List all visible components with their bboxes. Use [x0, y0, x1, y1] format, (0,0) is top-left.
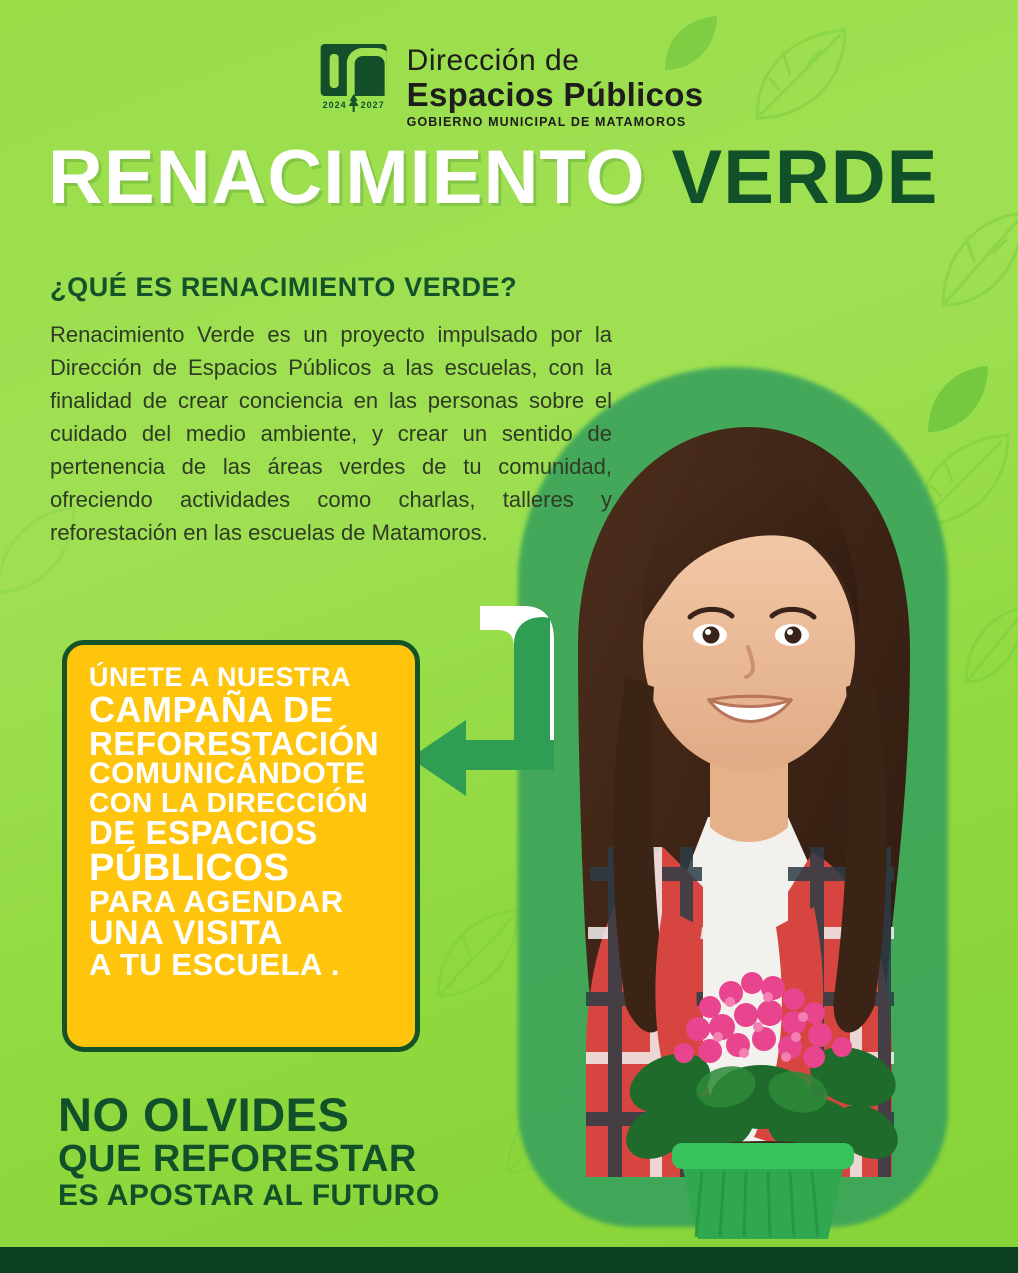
title-word-2: VERDE — [671, 135, 939, 220]
logo-glyph-icon — [321, 44, 387, 96]
callout-line-3: REFORESTACIÓN — [89, 724, 380, 762]
call-to-action-box[interactable] — [62, 640, 420, 1052]
callout-line-6: DE ESPACIOS — [89, 814, 318, 852]
logo-mark-icon — [315, 44, 393, 130]
organization-logo — [315, 44, 704, 130]
logo-year-start: 2024 — [322, 100, 347, 110]
leaf-icon-outline-2 — [935, 205, 1018, 315]
logo-years — [323, 100, 385, 110]
logo-line-3: GOBIERNO MUNICIPAL DE MATAMOROS — [406, 114, 687, 129]
callout-line-1: ÚNETE A NUESTRA — [89, 662, 352, 692]
slogan-line-2: QUE REFORESTAR — [58, 1138, 417, 1181]
slogan-line-1: NO OLVIDES — [58, 1088, 350, 1142]
callout-line-10: A TU ESCUELA . — [89, 947, 340, 983]
bottom-bar — [0, 1247, 1018, 1273]
callout-line-9: UNA VISITA — [89, 914, 283, 953]
callout-line-4: COMUNICÁNDOTE — [89, 757, 366, 791]
logo-line-2: Espacios Públicos — [406, 75, 704, 113]
callout-line-2: CAMPAÑA DE — [89, 688, 334, 730]
logo-line-1: Dirección de — [406, 43, 580, 77]
slogan-line-3: ES APOSTAR AL FUTURO — [58, 1178, 440, 1212]
potted-plant-illustration — [598, 887, 928, 1247]
callout-line-5: CON LA DIRECCIÓN — [89, 786, 369, 818]
callout-line-7: PÚBLICOS — [89, 846, 290, 889]
callout-line-8: PARA AGENDAR — [89, 883, 344, 919]
leaf-icon-outline-1 — [745, 20, 855, 130]
section-heading-question: ¿QUÉ ES RENACIMIENTO VERDE? — [50, 272, 518, 302]
curved-arrow-icon — [404, 600, 564, 830]
tree-icon — [347, 94, 361, 112]
logo-year-end: 2027 — [360, 100, 385, 110]
title-word-1: RENACIMIENTO — [48, 135, 646, 220]
description-paragraph: Renacimiento Verde es un proyecto impulsado por la Dirección de Espacios Públicos a las escuelas, con la finalidad de crear conciencia en las personas sobre el cuidado del medio ambiente, y crear un sentido de pertenencia de las áreas verdes de tu comunidad, ofreciendo actividades como charlas, talleres y reforestación en las escuelas de Matamoros. — [50, 322, 612, 545]
page-title — [48, 135, 988, 220]
logo-text-block — [406, 43, 704, 129]
bottom-slogan — [58, 1088, 440, 1212]
